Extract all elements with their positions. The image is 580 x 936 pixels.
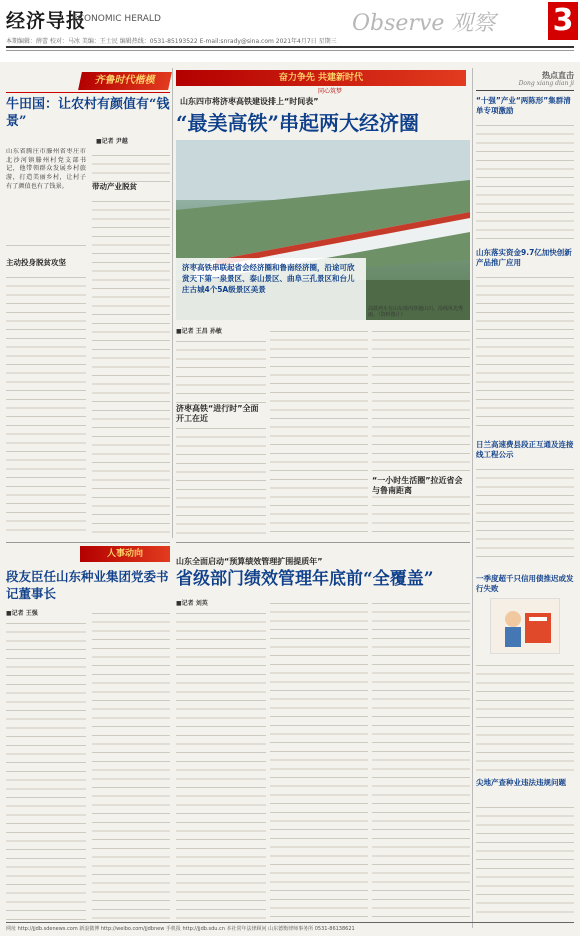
text-block bbox=[6, 240, 86, 248]
side-item-title: “十强”产业“两陈形”集群清单专项激励 bbox=[476, 96, 571, 115]
cartoon-illustration bbox=[490, 598, 560, 654]
article-text bbox=[92, 196, 170, 536]
article-text bbox=[372, 598, 470, 920]
article-text bbox=[176, 608, 266, 920]
article-subhead: 济枣高铁“进行时”全面开工在近 bbox=[176, 404, 266, 424]
article-subhead-2: “一小时生活圈”拉近省会与鲁南距离 bbox=[372, 476, 470, 496]
article-subhead-2: 带动产业脱贫 bbox=[92, 182, 170, 192]
feature-banner: 奋力争先 共建新时代 bbox=[176, 70, 466, 86]
banner-rule bbox=[6, 92, 170, 93]
article-text bbox=[372, 326, 470, 536]
feature-banner-sub: 同心筑梦 bbox=[317, 88, 342, 95]
side-item-text bbox=[476, 120, 574, 240]
article-headline: 段友臣任山东种业集团党委书记董事长 bbox=[6, 569, 169, 601]
newspaper-title: 经济导报 bbox=[6, 10, 87, 32]
side-item-text bbox=[476, 802, 574, 920]
side-label-en: Dong xiang dian ji bbox=[518, 80, 574, 87]
edition-info: 本期编辑：薛蕾 校对：马冰 美编：王士民 编辑热线：0531-85193522 E-mail:snrady@sina.com 2021年4月7日 星期三 bbox=[6, 38, 337, 45]
column-divider bbox=[472, 68, 473, 928]
kicker: 山东全面启动“预算绩效管理扩围提质年” bbox=[176, 557, 323, 566]
article-text bbox=[270, 598, 368, 920]
article-byline: ■记者 尹越 bbox=[96, 138, 128, 145]
main-headline: “最美高铁”串起两大经济圈 bbox=[176, 111, 420, 135]
main-headline-2: 省级部门绩效管理年底前“全覆盖” bbox=[176, 569, 434, 589]
column-banner: 人事动向 bbox=[80, 546, 170, 562]
article-byline: ■记者 王昌 孙敏 bbox=[176, 328, 222, 335]
footer-rule bbox=[6, 922, 574, 923]
side-item-title: 一季度超千只信用债推迟或发行失败 bbox=[476, 574, 574, 593]
side-item-title: 日兰高速费县段正互通及连接线工程公示 bbox=[476, 440, 574, 459]
article-text bbox=[270, 326, 368, 536]
footer-info: 网址 http://jjdb.sdenews.com 新浪微博 http://weibo.com/jjdbnew 手机报 http://jjdb.sdu.cn 本社常年法律顾问 山东德衡律师事务所 0531-86138621 bbox=[6, 926, 355, 932]
side-item-text bbox=[476, 272, 574, 432]
kicker: 山东四市将济枣高铁建设排上“时间表” bbox=[180, 97, 319, 106]
article-text bbox=[6, 272, 86, 538]
article-text bbox=[92, 608, 170, 920]
article-byline: ■记者 王强 bbox=[6, 610, 38, 617]
side-rule bbox=[476, 90, 574, 91]
section-title: Observe 观察 bbox=[352, 11, 496, 36]
side-item-text bbox=[476, 660, 574, 772]
side-item-title: 尖地产查种业违法违规问题 bbox=[476, 778, 566, 787]
section-rule bbox=[176, 542, 470, 543]
article-lead: 山东省腾庄市滕州省枣庄市北沙河镇滕州村党支部书记，他带领群众发展乡村旅游，打造美丽乡村，让村子有了颜值也有了钱景。 bbox=[6, 148, 86, 190]
article-text bbox=[176, 336, 266, 536]
side-item-title: 山东落实资金9.7亿加快创新产品推广应用 bbox=[476, 248, 572, 267]
article-subhead: 主动投身脱贫攻坚 bbox=[6, 258, 66, 267]
masthead-rule-thin bbox=[6, 50, 574, 51]
article-byline: ■记者 刘英 bbox=[176, 600, 208, 607]
side-item-text bbox=[476, 464, 574, 564]
column-divider bbox=[172, 68, 173, 538]
column-banner: 齐鲁时代楷模 bbox=[78, 72, 172, 90]
newspaper-subtitle: ECONOMIC HERALD bbox=[72, 14, 161, 24]
photo-caption: 高铁列车在山东境内穿越山川，沿线风光秀丽。（资料图片） bbox=[368, 306, 464, 318]
section-rule bbox=[6, 542, 170, 543]
article-text bbox=[6, 618, 86, 920]
masthead-rule bbox=[6, 46, 574, 48]
cartoon-icon bbox=[491, 599, 561, 655]
photo-overlay-text: 济枣高铁串联起省会经济圈和鲁南经济圈，沿途可欣赏天下第一泉景区、泰山景区、曲阜三孔景区和台儿庄古城4个5A级景区美景 bbox=[176, 258, 366, 320]
article-headline: 牛田国：让农村有颜值有“钱景” bbox=[6, 97, 170, 129]
page-number: 3 bbox=[548, 2, 578, 40]
side-label: 热点直击 bbox=[542, 71, 574, 80]
